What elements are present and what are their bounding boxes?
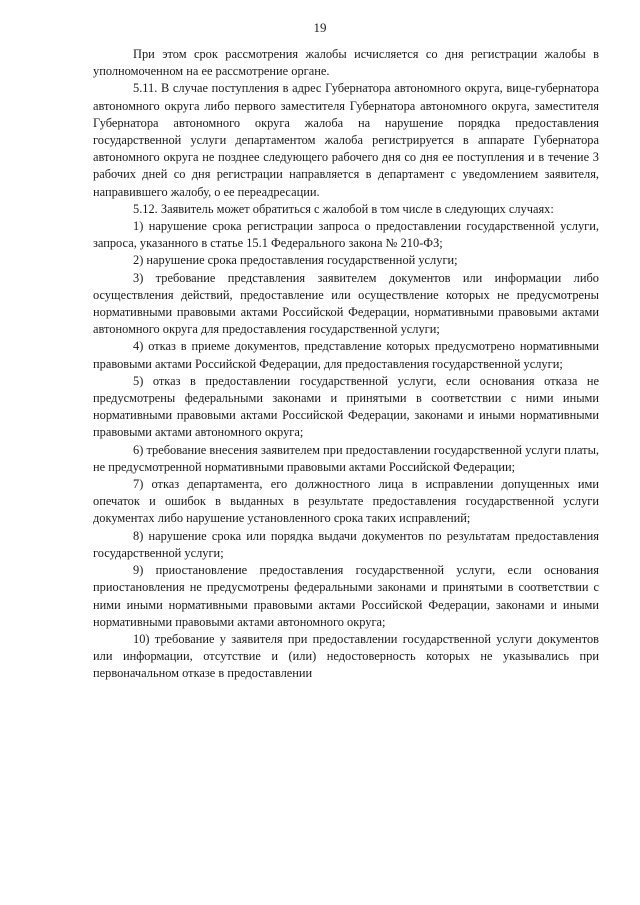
list-item-10: 10) требование у заявителя при предоставлении государственной услуги документов или информации, отсутствие и (или) недостоверность которых не указывались при первоначальном отказе в предоставлении <box>93 631 599 681</box>
document-body <box>93 46 599 683</box>
paragraph-5-11: 5.11. В случае поступления в адрес Губернатора автономного округа, вице-губернатора автономного округа либо первого заместителя Губернатора автономного округа, заместителя Губернатора автономного округа жалоба на нарушение порядка предоставления государственной услуги департаментом жалоба регистрируется в аппарате Губернатора автономного округа не позднее следующего рабочего дня со дня ее поступления и в течение 3 рабочих дней со дня регистрации направляется в департамент с уведомлением заявителя, направившего жалобу, о ее переадресации. <box>93 81 599 199</box>
list-item-9: 9) приостановление предоставления государственной услуги, если основания приостановления не предусмотрены федеральными законами и принятыми в соответствии с ними иными нормативными правовыми актами Российской Федерации, законами и иными нормативными правовыми актами автономного округа; <box>93 563 599 629</box>
list-item-2: 2) нарушение срока предоставления государственной услуги; <box>133 253 458 268</box>
list-item-3: 3) требование представления заявителем документов или информации либо осуществления действий, предоставление или осуществление которых не предусмотрены нормативными правовыми актами Российской Федерации, нормативными правовыми актами автономного округа для предоставления государственной услуги; <box>93 270 599 337</box>
list-item-7: 7) отказ департамента, его должностного лица в исправлении допущенных ими опечаток и ошибок в выданных в результате предоставления государственной услуги документах либо нарушение установленного срока таких исправлений; <box>93 477 599 526</box>
list-item-4: 4) отказ в приеме документов, представление которых предусмотрено нормативными правовыми актами Российской Федерации, для предоставления государственной услуги; <box>93 339 599 371</box>
list-item-8: 8) нарушение срока или порядка выдачи документов по результатам предоставления государственной услуги; <box>93 528 599 560</box>
page-number: 19 <box>313 20 327 35</box>
paragraph-complaint-period: При этом срок рассмотрения жалобы исчисляется со дня регистрации жалобы в уполномоченном на ее рассмотрение органе. <box>93 47 599 79</box>
list-item-5: 5) отказ в предоставлении государственной услуги, если основания отказа не предусмотрены федеральными законами и принятыми в соответствии с ними иными нормативными правовыми актами Российской Федерации, законами и иными нормативными правовыми актами автономного округа; <box>93 373 599 440</box>
list-item-1: 1) нарушение срока регистрации запроса о предоставлении государственной услуги, запроса, указанного в статье 15.1 Федерального закона № 210-ФЗ; <box>93 219 599 251</box>
list-item-6: 6) требование внесения заявителем при предоставлении государственной услуги платы, не предусмотренной нормативными правовыми актами Российской Федерации; <box>93 442 599 474</box>
paragraph-5-12: 5.12. Заявитель может обратиться с жалобой в том числе в следующих случаях: <box>133 201 554 216</box>
